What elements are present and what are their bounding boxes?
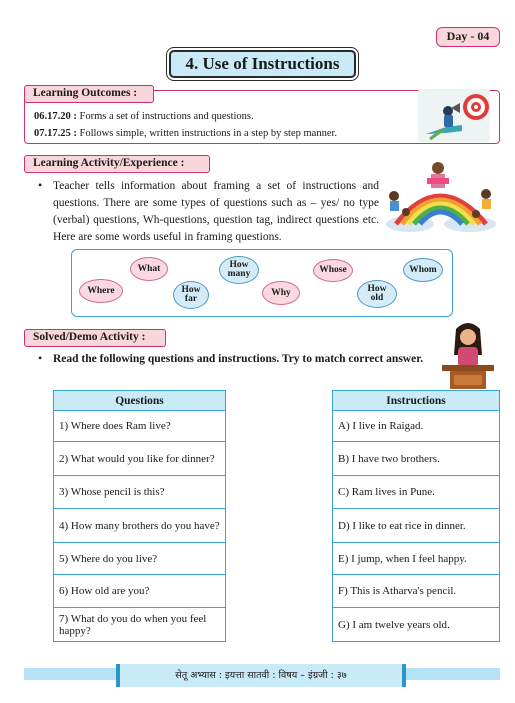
cloud-word: How far bbox=[181, 285, 201, 304]
word-cloud-where: Where bbox=[79, 279, 123, 303]
word-cloud-whom: Whom bbox=[403, 258, 443, 282]
learning-activity-heading: Learning Activity/Experience : bbox=[24, 155, 210, 173]
solved-activity-heading: Solved/Demo Activity : bbox=[24, 329, 166, 347]
table-row: 1) Where does Ram live? bbox=[54, 411, 226, 442]
table-row: B) I have two brothers. bbox=[333, 442, 500, 476]
cloud-word: How old bbox=[367, 284, 387, 303]
table-row: G) I am twelve years old. bbox=[333, 608, 500, 642]
questions-table bbox=[53, 390, 226, 642]
activity-instruction: Read the following questions and instructions. Try to match correct answer. bbox=[53, 353, 424, 365]
table-row: E) I jump, when I feel happy. bbox=[333, 543, 500, 575]
day-badge: Day - 04 bbox=[436, 27, 500, 47]
table-row: 6) How old are you? bbox=[54, 575, 226, 608]
table-row: 4) How many brothers do you have? bbox=[54, 509, 226, 543]
footer-text: सेतू अभ्यास : इयत्ता सातवी : विषय – इंग्रजी : ३७ bbox=[116, 664, 406, 687]
instructions-table bbox=[332, 390, 500, 642]
outcome-text: Forms a set of instructions and questions. bbox=[79, 111, 254, 122]
bullet-icon: • bbox=[38, 178, 43, 192]
teacher-podium-illustration bbox=[438, 321, 498, 389]
children-rainbow-illustration bbox=[382, 158, 500, 236]
word-cloud-whose: Whose bbox=[313, 259, 353, 282]
word-cloud-what: What bbox=[130, 257, 168, 281]
table-row: 2) What would you like for dinner? bbox=[54, 442, 226, 476]
activity-paragraph: Teacher tells information about framing a set of instructions and questions. There are some types of questions such as – yes/ no type (verbal) questions, Wh-questions, question tag, indirect questions etc. Here are some words useful in framing questions. bbox=[53, 180, 379, 243]
question-words-box bbox=[71, 249, 453, 317]
bullet-icon: • bbox=[38, 351, 43, 365]
table-row: 7) What do you do when you feel happy? bbox=[54, 608, 226, 642]
outcome-1 bbox=[34, 111, 254, 122]
table-row: 3) Whose pencil is this? bbox=[54, 476, 226, 509]
outcome-code: 07.17.25 : bbox=[34, 128, 77, 139]
outcome-code: 06.17.20 : bbox=[34, 111, 77, 122]
table-row: A) I live in Raigad. bbox=[333, 411, 500, 442]
target-illustration bbox=[418, 89, 490, 142]
word-cloud-how-old bbox=[357, 280, 397, 308]
table-row: 5) Where do you live? bbox=[54, 543, 226, 575]
learning-outcomes-heading: Learning Outcomes : bbox=[24, 85, 154, 103]
word-cloud-how-far bbox=[173, 281, 209, 309]
table-row: F) This is Atharva's pencil. bbox=[333, 575, 500, 608]
word-cloud-why: Why bbox=[262, 281, 300, 305]
outcome-2 bbox=[34, 128, 337, 139]
cloud-word: How many bbox=[227, 260, 251, 279]
table-row: D) I like to eat rice in dinner. bbox=[333, 509, 500, 543]
outcome-text: Follows simple, written instructions in a step by step manner. bbox=[79, 128, 338, 139]
table-header: Instructions bbox=[333, 391, 500, 411]
page-title: 4. Use of Instructions bbox=[169, 50, 356, 78]
table-header: Questions bbox=[54, 391, 226, 411]
table-row: C) Ram lives in Pune. bbox=[333, 476, 500, 509]
word-cloud-how-many bbox=[219, 256, 259, 284]
